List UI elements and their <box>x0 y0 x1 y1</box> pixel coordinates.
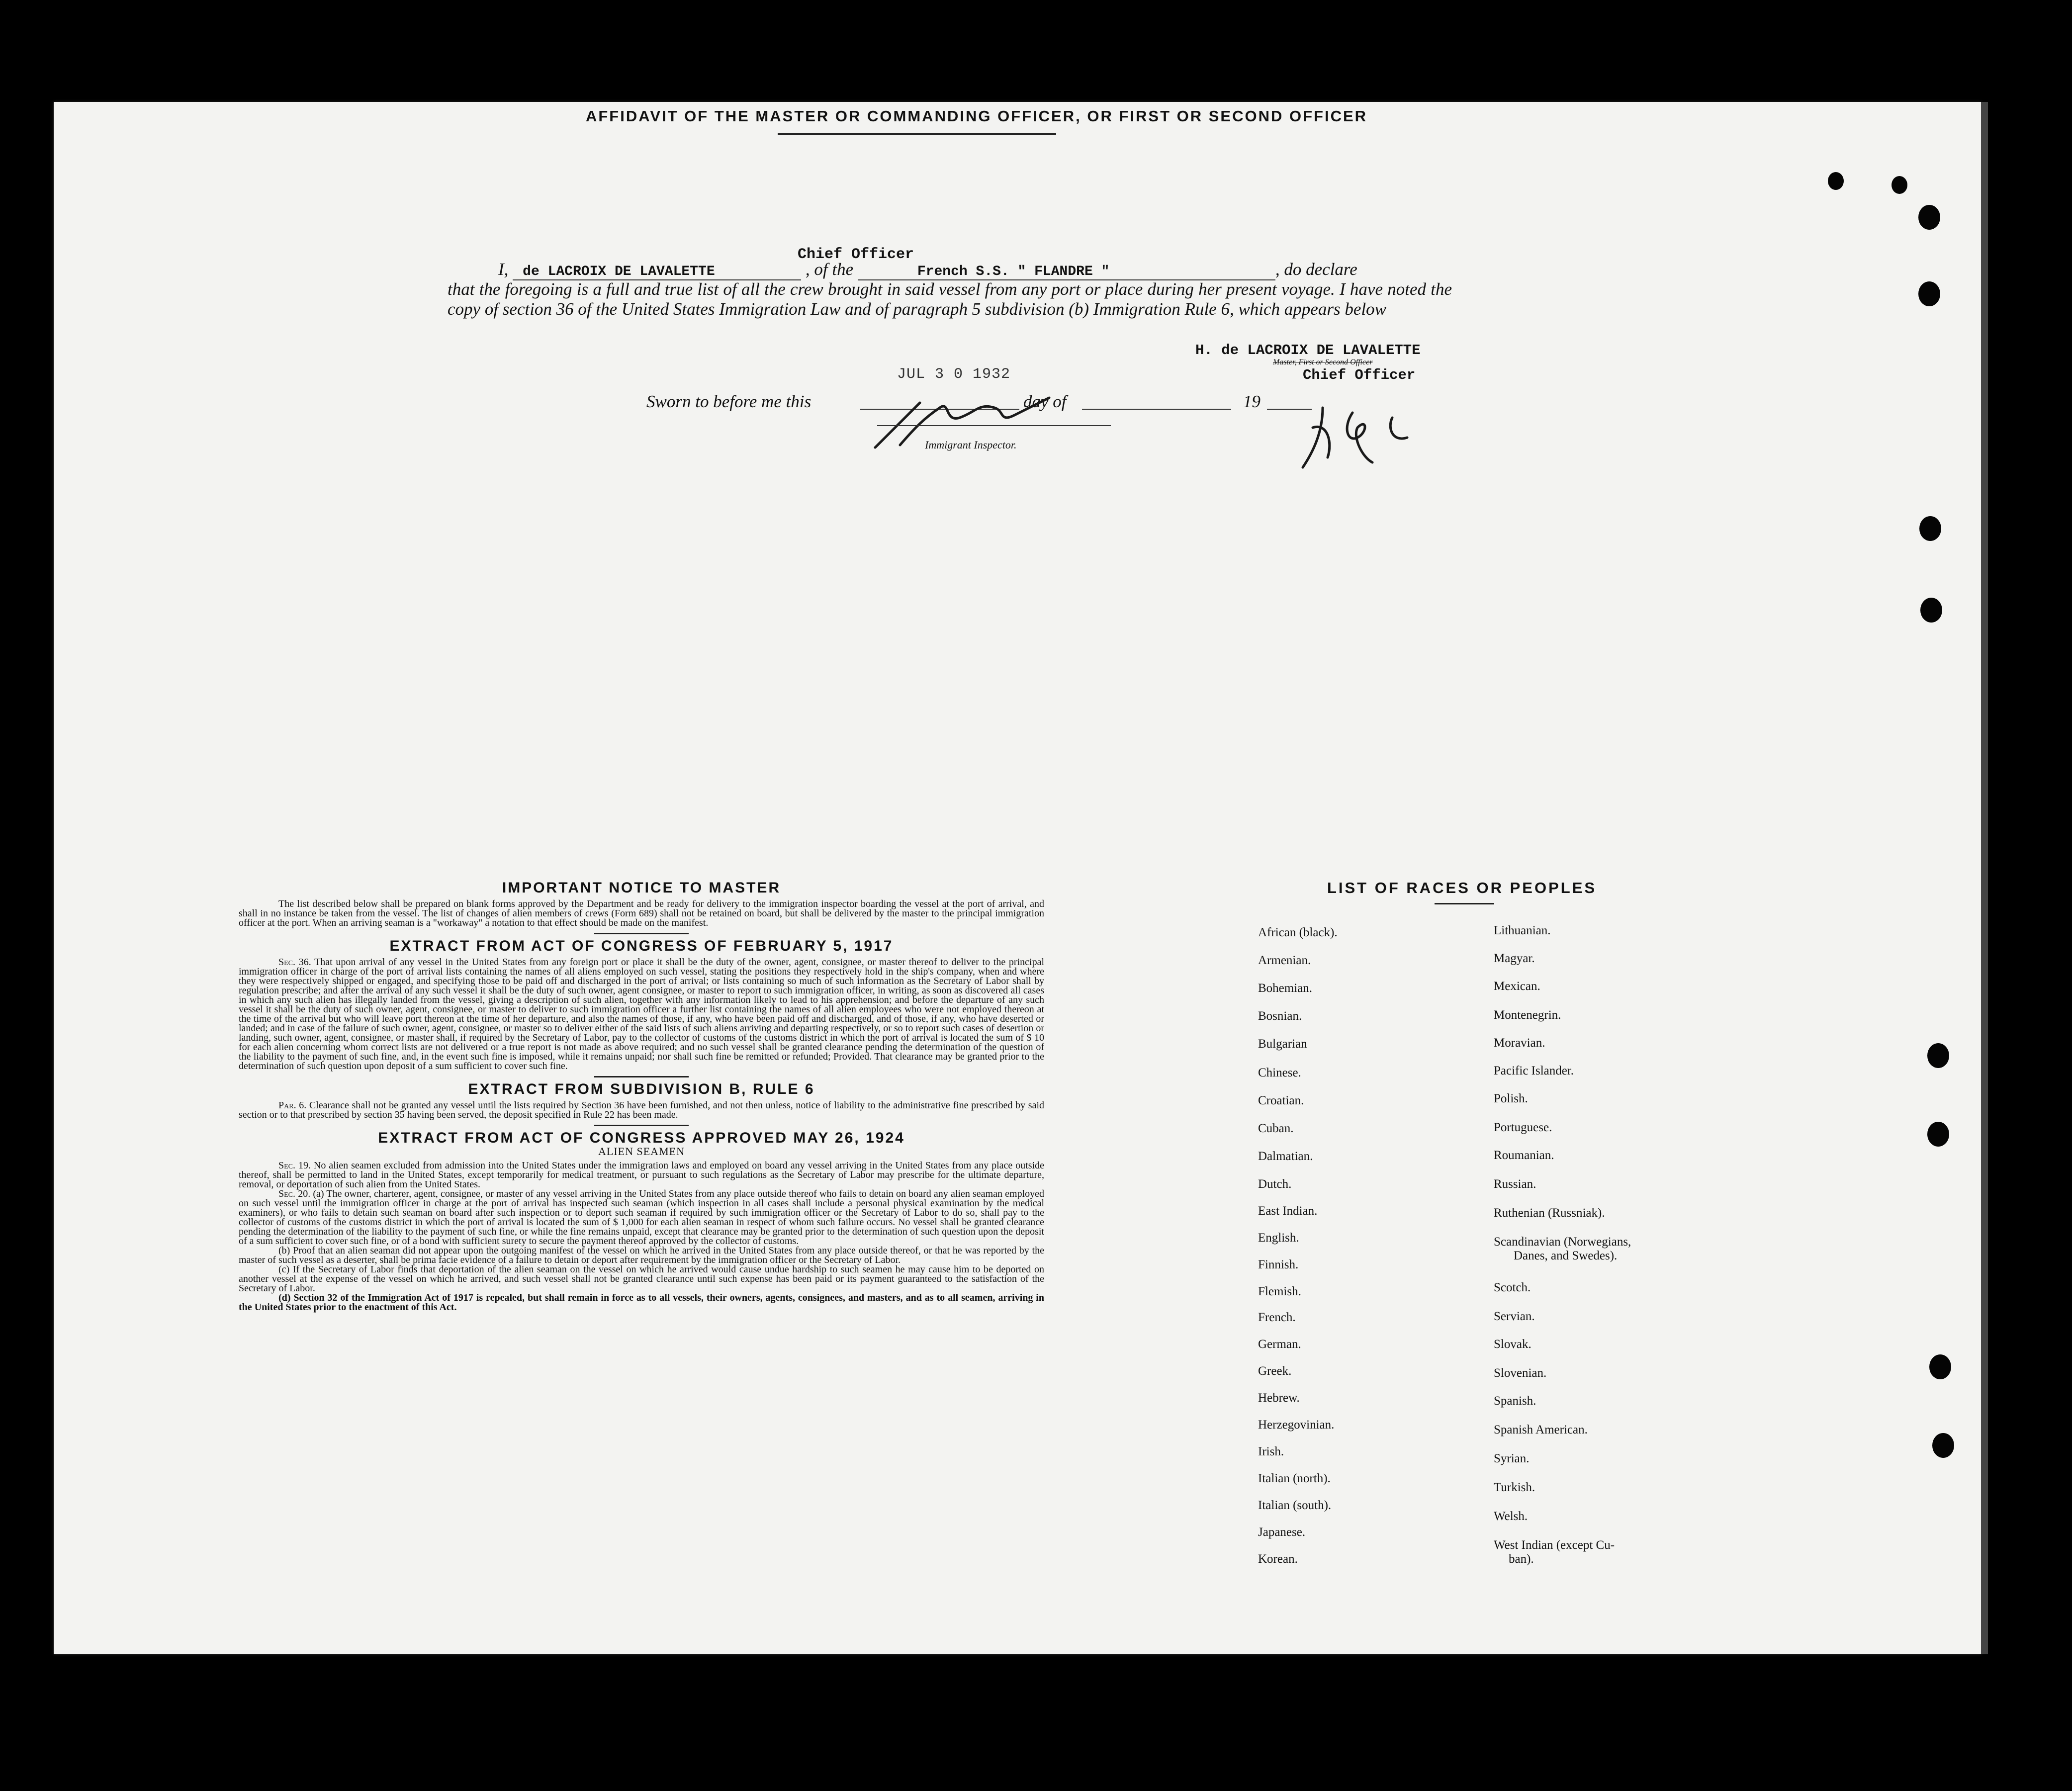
punch-hole <box>1927 1043 1949 1068</box>
year-prefix: 19 <box>1243 392 1261 411</box>
declaration-text: that the foregoing is a full and true list of all the crew brought in said vessel from any port or place during her present voyage. I have noted the copy of section 36 of the United States Immigration Law and of paragraph 5 subdivision (b) Immigration Rule 6, which appears below <box>448 279 1452 319</box>
race-item: Syrian. <box>1494 1452 1530 1465</box>
sec20-label: Sec. 20. <box>278 1188 311 1199</box>
race-item: German. <box>1258 1338 1301 1351</box>
race-item: Armenian. <box>1258 954 1311 967</box>
sec36-paragraph <box>239 958 1044 1071</box>
race-item: East Indian. <box>1258 1204 1318 1218</box>
race-item: Cuban. <box>1258 1122 1294 1135</box>
race-item: Irish. <box>1258 1445 1284 1458</box>
sec20a-text: (a) The owner, charterer, agent, consignee, or master of any vessel arriving in the United States from any place outside thereof who fails to detain on board any alien seaman employed on such vessel until the immigration officer in charge at the port of arrival has inspected such seaman (which inspection in all cases shall include a personal physical examination by the medical examiners), or who fails to detain such seaman on board after such inspection or to deport such seaman if required by such immigration officer or the Secretary of Labor to do so, shall pay to the collector of customs of the customs district in which the port of arrival is located the sum of $ 1,000 for each alien seaman in respect of whom such failure occurs. No vessel shall be granted clearance pending the determination of the liability to the payment of such fine, or while the fine remains unpaid, except that clearance may be granted prior to the determination of such question upon the deposit of a sum sufficient to cover such fine, or of a bond with sufficient surety to secure the payment thereof approved by the collector of customs. <box>239 1188 1045 1247</box>
race-item: English. <box>1258 1231 1299 1245</box>
signature-typed-name: H. de LACROIX DE LAVALETTE <box>1195 342 1421 358</box>
race-item: Welsh. <box>1494 1510 1528 1523</box>
date-stamp: JUL 3 0 1932 <box>897 366 1011 383</box>
signature-rank: Chief Officer <box>1303 367 1416 383</box>
sec20c-paragraph: (c) If the Secretary of Labor finds that deportation of the alien seaman on the vessel on which he arrived would cause undue hardship to such seamen he may cause him to be deported on another vessel at the expense of the vessel on which he arrived, and such vessel shall not be granted clearance until such expense has been paid or its payment guaranteed to the satisfaction of the Secretary of Labor. <box>239 1264 1044 1294</box>
sec19-label: Sec. 19. <box>278 1160 311 1171</box>
race-item: Finnish. <box>1258 1258 1299 1271</box>
race-item: Moravian. <box>1494 1036 1545 1050</box>
punch-hole <box>1927 1122 1949 1147</box>
sec36-text: That upon arrival of any vessel in the United States from any foreign port or place it shall be the duty of the owner, agent, consignee, or master thereof to deliver to the principal immigration officer in charge of the port of arrival lists containing the names of all aliens employed on such vessel, stating the positions they respectively hold in the ship's company, when and where they were respectively shipped or engaged, and specifying those to be paid off and discharged in the port of arrival; or lists containing so much of such information as the Secretary of Labor shall by regulation prescribe; and after the arrival of any such vessel it shall be the duty of such owner, agent consignee, or master to report to such immigration officer, in writing, as soon as discovered all cases in which any such alien has illegally landed from the vessel, giving a description of such alien, together with any information likely to lead to his apprehension; and before the departure of any such vessel it shall be the duty of such owner, agent, consignee, or master to deliver to such immigration officer a further list containing the names of all alien employees who were not employed thereon at the time of the arrival but who will leave port thereon at the time of her departure, and also the names of those, if any, who have been paid off and discharged, and of those, if any, who have deserted or landed; and in case of the failure of such owner, agent, consignee, or master so to deliver either of the said lists of such aliens arriving and departing respectively, or so to report such cases of desertion or landing, such owner, agent, consignee, or master shall, if required by the Secretary of Labor, pay to the collector of customs of the customs district in which the port of arrival is located the sum of $ 10 for each alien concerning whom correct lists are not delivered or a true report is not made as above required; and no such vessel shall be granted clearance pending the determination of the question of the liability to the payment of such fine, and, in the event such fine is imposed, while it remains unpaid; nor shall such fine be remitted or refunded; Provided. That clearance may be granted prior to the determination of such question upon deposit of a sum sufficient to cover such fine. <box>239 957 1045 1072</box>
notice-section <box>239 879 1044 1312</box>
day-of-label: day of <box>1023 392 1067 411</box>
declaration-line <box>498 260 1357 280</box>
title-rule <box>778 133 1056 135</box>
officer-rank: Chief Officer <box>798 246 914 263</box>
race-item: Bohemian. <box>1258 982 1313 995</box>
race-item: Scotch. <box>1494 1281 1531 1294</box>
race-item: Danes, and Swedes). <box>1514 1249 1618 1262</box>
race-item: Montenegrin. <box>1494 1008 1561 1022</box>
race-item: Japanese. <box>1258 1525 1306 1539</box>
sec20d-paragraph: (d) Section 32 of the Immigration Act of 1917 is repealed, but shall remain in force as to all vessels, their owners, agents, consignees, and masters, and as to all seamen, arriving in the United States prior to the enactment of this Act. <box>239 1292 1044 1313</box>
race-item: Italian (north). <box>1258 1472 1331 1485</box>
section-rule <box>594 1076 689 1077</box>
officer-signature <box>1293 398 1432 472</box>
race-item: Roumanian. <box>1494 1149 1554 1162</box>
race-item: Slovenian. <box>1494 1366 1547 1380</box>
declaration-of-the: , of the <box>805 260 854 279</box>
extract-1917-title: EXTRACT FROM ACT OF CONGRESS OF FEBRUARY 5, 1917 <box>389 938 894 954</box>
race-item: Magyar. <box>1494 952 1535 965</box>
punch-hole <box>1892 176 1907 194</box>
race-item: Servian. <box>1494 1310 1535 1323</box>
document-page <box>54 102 1981 1654</box>
affidavit-title: AFFIDAVIT OF THE MASTER OR COMMANDING OFFICER, OR FIRST OR SECOND OFFICER <box>585 107 1368 125</box>
extract-1924-title: EXTRACT FROM ACT OF CONGRESS APPROVED MAY 26, 1924 <box>378 1130 905 1146</box>
punch-hole <box>1929 1354 1951 1379</box>
race-item: Lithuanian. <box>1494 924 1551 937</box>
sec20b-paragraph: (b) Proof that an alien seaman did not appear upon the outgoing manifest of the vessel on which he arrived in the United States from any place outside thereof, or that he was reported by the master of such vessel as a deserter, shall be prima facie evidence of a failure to detain or deport after requirement by the immigration officer or the Secretary of Labor. <box>239 1245 1044 1265</box>
race-item: French. <box>1258 1311 1296 1324</box>
race-item: Dalmatian. <box>1258 1150 1313 1163</box>
declaration-i: I, <box>498 260 509 279</box>
sec20a-paragraph <box>239 1189 1044 1246</box>
race-item: Turkish. <box>1494 1481 1535 1494</box>
race-item: Dutch. <box>1258 1177 1292 1191</box>
races-title-rule <box>1435 903 1494 904</box>
race-item: Italian (south). <box>1258 1499 1332 1512</box>
race-item: Scandinavian (Norwegians, <box>1494 1235 1631 1249</box>
sworn-label: Sworn to before me this <box>646 392 811 411</box>
race-item: Greek. <box>1258 1364 1292 1378</box>
sec19-paragraph <box>239 1161 1044 1189</box>
punch-hole <box>1918 281 1940 306</box>
section-rule <box>594 1125 689 1126</box>
notice-intro: The list described below shall be prepared on blank forms approved by the Department and be ready for delivery to the immigration inspector boarding the vessel at the port of arrival, and shall in no instance be taken from the vessel. The list of changes of alien members of crews (Form 689) shall not be retained on board, but shall be delivered by the master to the principal immigration officer at the port. When an arriving seaman is a "workaway" a notation to that effect should be made on the manifest. <box>239 898 1044 928</box>
par6-paragraph <box>239 1101 1044 1120</box>
signature-caption: Master, First or Second Officer <box>1273 358 1373 366</box>
race-item: Spanish. <box>1494 1394 1536 1408</box>
section-rule <box>594 933 689 934</box>
race-item: Korean. <box>1258 1552 1298 1566</box>
sec19-text: No alien seamen excluded from admission into the United States under the immigration laws and employed on board any vessel arriving in the United States from any place outside thereof, shall be permitted to land in the United States, except temporarily for medical treatment, or pursuant to such regulations as the Secretary of Labor may prescribe for the ultimate departure, removal, or deportation of such alien from the United States. <box>239 1160 1045 1190</box>
race-item: Bulgarian <box>1258 1037 1307 1051</box>
sec36-label: Sec. 36. <box>278 957 311 968</box>
inspector-signature-line <box>877 425 1111 426</box>
races-title: LIST OF RACES OR PEOPLES <box>1327 879 1597 896</box>
punch-hole <box>1932 1433 1954 1458</box>
race-item: ban). <box>1509 1552 1534 1566</box>
punch-hole <box>1919 516 1941 541</box>
race-item: Portuguese. <box>1494 1121 1552 1134</box>
race-item: Slovak. <box>1494 1338 1531 1351</box>
page-edge <box>1981 102 1988 1654</box>
par6-text: Clearance shall not be granted any vessel until the lists required by Section 36 have been furnished, and not then unless, notice of liability to the administrative fine prescribed by said section or to that prescribed by section 35 having been served, the deposit specified in Rule 22 has been made. <box>239 1100 1045 1120</box>
inspector-caption: Immigrant Inspector. <box>925 439 1017 451</box>
race-item: Flemish. <box>1258 1285 1301 1298</box>
race-item: Russian. <box>1494 1177 1536 1191</box>
par6-label: Par. 6. <box>278 1100 307 1111</box>
alien-seamen-subtitle: ALIEN SEAMEN <box>598 1145 685 1158</box>
race-item: Mexican. <box>1494 980 1540 993</box>
punch-hole <box>1828 172 1844 190</box>
punch-hole <box>1920 598 1942 623</box>
race-item: Hebrew. <box>1258 1391 1300 1405</box>
officer-name: de LACROIX DE LAVALETTE <box>513 264 801 280</box>
race-item: Spanish American. <box>1494 1423 1588 1436</box>
race-item: Bosnian. <box>1258 1009 1302 1023</box>
race-item: Herzegovinian. <box>1258 1418 1335 1432</box>
race-item: Ruthenian (Russniak). <box>1494 1206 1605 1220</box>
race-item: Croatian. <box>1258 1094 1304 1107</box>
race-item: Chinese. <box>1258 1066 1301 1079</box>
extract-rule6-title: EXTRACT FROM SUBDIVISION B, RULE 6 <box>468 1081 815 1097</box>
race-item: West Indian (except Cu- <box>1494 1538 1615 1552</box>
race-item: Polish. <box>1494 1092 1528 1105</box>
notice-title: IMPORTANT NOTICE TO MASTER <box>502 880 781 896</box>
race-item: Pacific Islander. <box>1494 1064 1574 1077</box>
declaration-do-declare: , do declare <box>1275 260 1357 279</box>
vessel-name: French S.S. " FLANDRE " <box>858 264 1275 280</box>
punch-hole <box>1918 205 1940 230</box>
race-item: African (black). <box>1258 926 1338 939</box>
